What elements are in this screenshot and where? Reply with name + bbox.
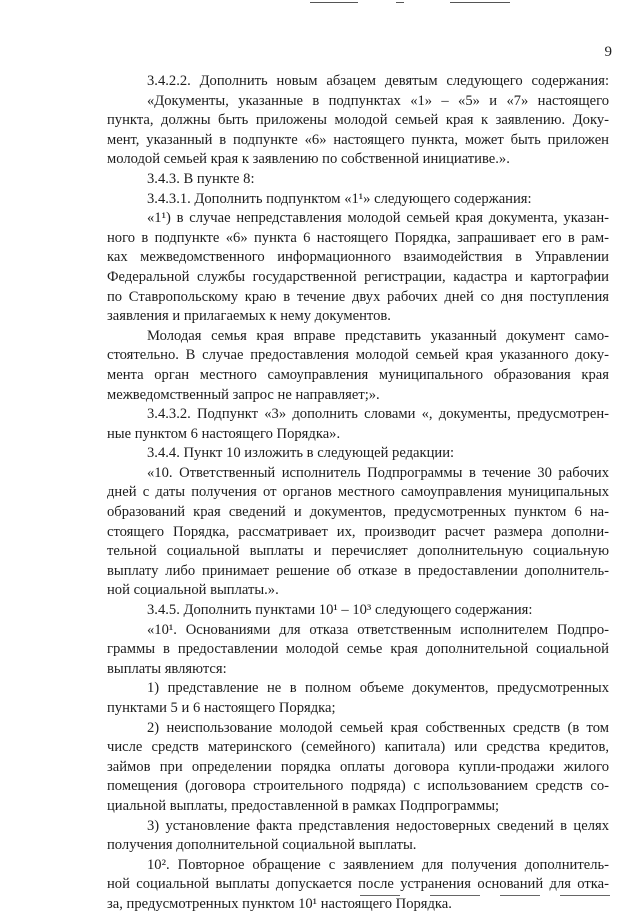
text-line: тельной социальной выплаты и перечисляет дополнительную социальную <box>107 543 609 560</box>
bottom-scan-marks <box>360 895 620 899</box>
text-line: дней с даты получения от органов местного самоуправления муниципальных <box>107 484 609 501</box>
text-line: межведомственный запрос не направляет;». <box>107 386 380 403</box>
text-line: 3.4.4. Пункт 10 изложить в следующей редакции: <box>147 445 455 462</box>
text-line: «10¹. Основаниями для отказа ответственным исполнителем Подпро- <box>147 621 609 638</box>
page-number: 9 <box>604 44 612 60</box>
text-line: Молодая семья края вправе представить указанный документ само- <box>147 327 609 344</box>
text-line: «10. Ответственный исполнитель Подпрограммы в течение 30 рабочих <box>147 464 609 481</box>
text-line: стоятельно. В случае предоставления молодой семьей края указанного доку- <box>107 347 609 364</box>
text-line: Федеральной службы государственной регистрации, кадастра и картографии <box>107 268 609 285</box>
text-line: граммы в предоставлении молодой семье края дополнительной социальной <box>107 641 609 658</box>
text-line: 3.4.2.2. Дополнить новым абзацем девятым следующего содержания: <box>147 73 609 89</box>
text-line: 3.4.3.2. Подпункт «3» дополнить словами «, документы, предусмотрен- <box>147 406 609 423</box>
text-line: мента орган местного самоуправления муниципального образования края <box>107 366 609 383</box>
text-line: получения дополнительной социальной выплаты. <box>107 837 417 854</box>
text-line: образований края сведений и документов, предусмотренных пунктом 6 на- <box>107 504 609 521</box>
text-line: 3.4.5. Дополнить пунктами 10¹ – 10³ следующего содержания: <box>147 602 533 619</box>
text-line: пункта, должны быть приложены молодой семьей края к заявлению. Доку- <box>107 112 609 129</box>
text-line: займов при определении порядка оплаты договора купли-продажи жилого <box>107 758 609 775</box>
text-line: выплаты являются: <box>107 660 227 677</box>
text-line: помещения (договора строительного подряда) с использованием средств со- <box>107 778 609 795</box>
text-line: заявления и прилагаемых к нему документов. <box>107 308 391 325</box>
text-line: выплату либо принимает решение об отказе в предоставлении дополнитель- <box>107 562 609 579</box>
text-line: «Документы, указанные в подпунктах «1» – «5» и «7» настоящего <box>147 92 609 109</box>
text-line: циальной выплаты, предоставленной в рамках Подпрограммы; <box>107 797 500 814</box>
text-line: 3.4.3. В пункте 8: <box>147 170 255 187</box>
text-line: числе средств материнского (семейного) капитала) или средства кредитов, <box>107 739 609 756</box>
text-line: молодой семьей края к заявлению по собственной инициативе.». <box>107 151 510 168</box>
text-line: ках межведомственного информационного взаимодействия в Управлении <box>107 249 609 266</box>
text-line: 2) неиспользование молодой семьей края собственных средств (в том <box>147 719 609 736</box>
text-line: 3) установление факта представления недостоверных сведений в целях <box>147 817 609 834</box>
text-line: ного в подпункте «6» пункта 6 настоящего Порядка, запрашивает его в рам- <box>107 229 609 246</box>
text-line: по Ставропольскому краю в течение двух рабочих дней со дня поступления <box>107 288 609 305</box>
text-line: за, предусмотренных пунктом 10¹ настоящего Порядка. <box>107 895 452 912</box>
text-line: ные пунктом 6 настоящего Порядка». <box>107 425 341 442</box>
text-line: ной социальной выплаты допускается после устранения оснований для отка- <box>107 876 609 893</box>
text-line: мент, указанный в подпункте «6» настоящего пункта, может быть приложен <box>107 131 609 148</box>
top-scan-marks <box>300 0 540 8</box>
text-line: 10². Повторное обращение с заявлением для получения дополнитель- <box>147 856 609 873</box>
text-line: ной социальной выплаты.». <box>107 582 279 599</box>
text-line: пунктами 5 и 6 настоящего Порядка; <box>107 700 336 716</box>
text-line: 1) представление не в полном объеме документов, предусмотренных <box>147 680 609 697</box>
text-line: «1¹) в случае непредставления молодой семьей края документа, указан- <box>147 210 609 227</box>
text-line: стоящего Порядка, рассматривает их, производит расчет размера дополни- <box>107 523 609 540</box>
document-body <box>107 72 609 915</box>
text-line: 3.4.3.1. Дополнить подпунктом «1¹» следующего содержания: <box>147 190 532 207</box>
